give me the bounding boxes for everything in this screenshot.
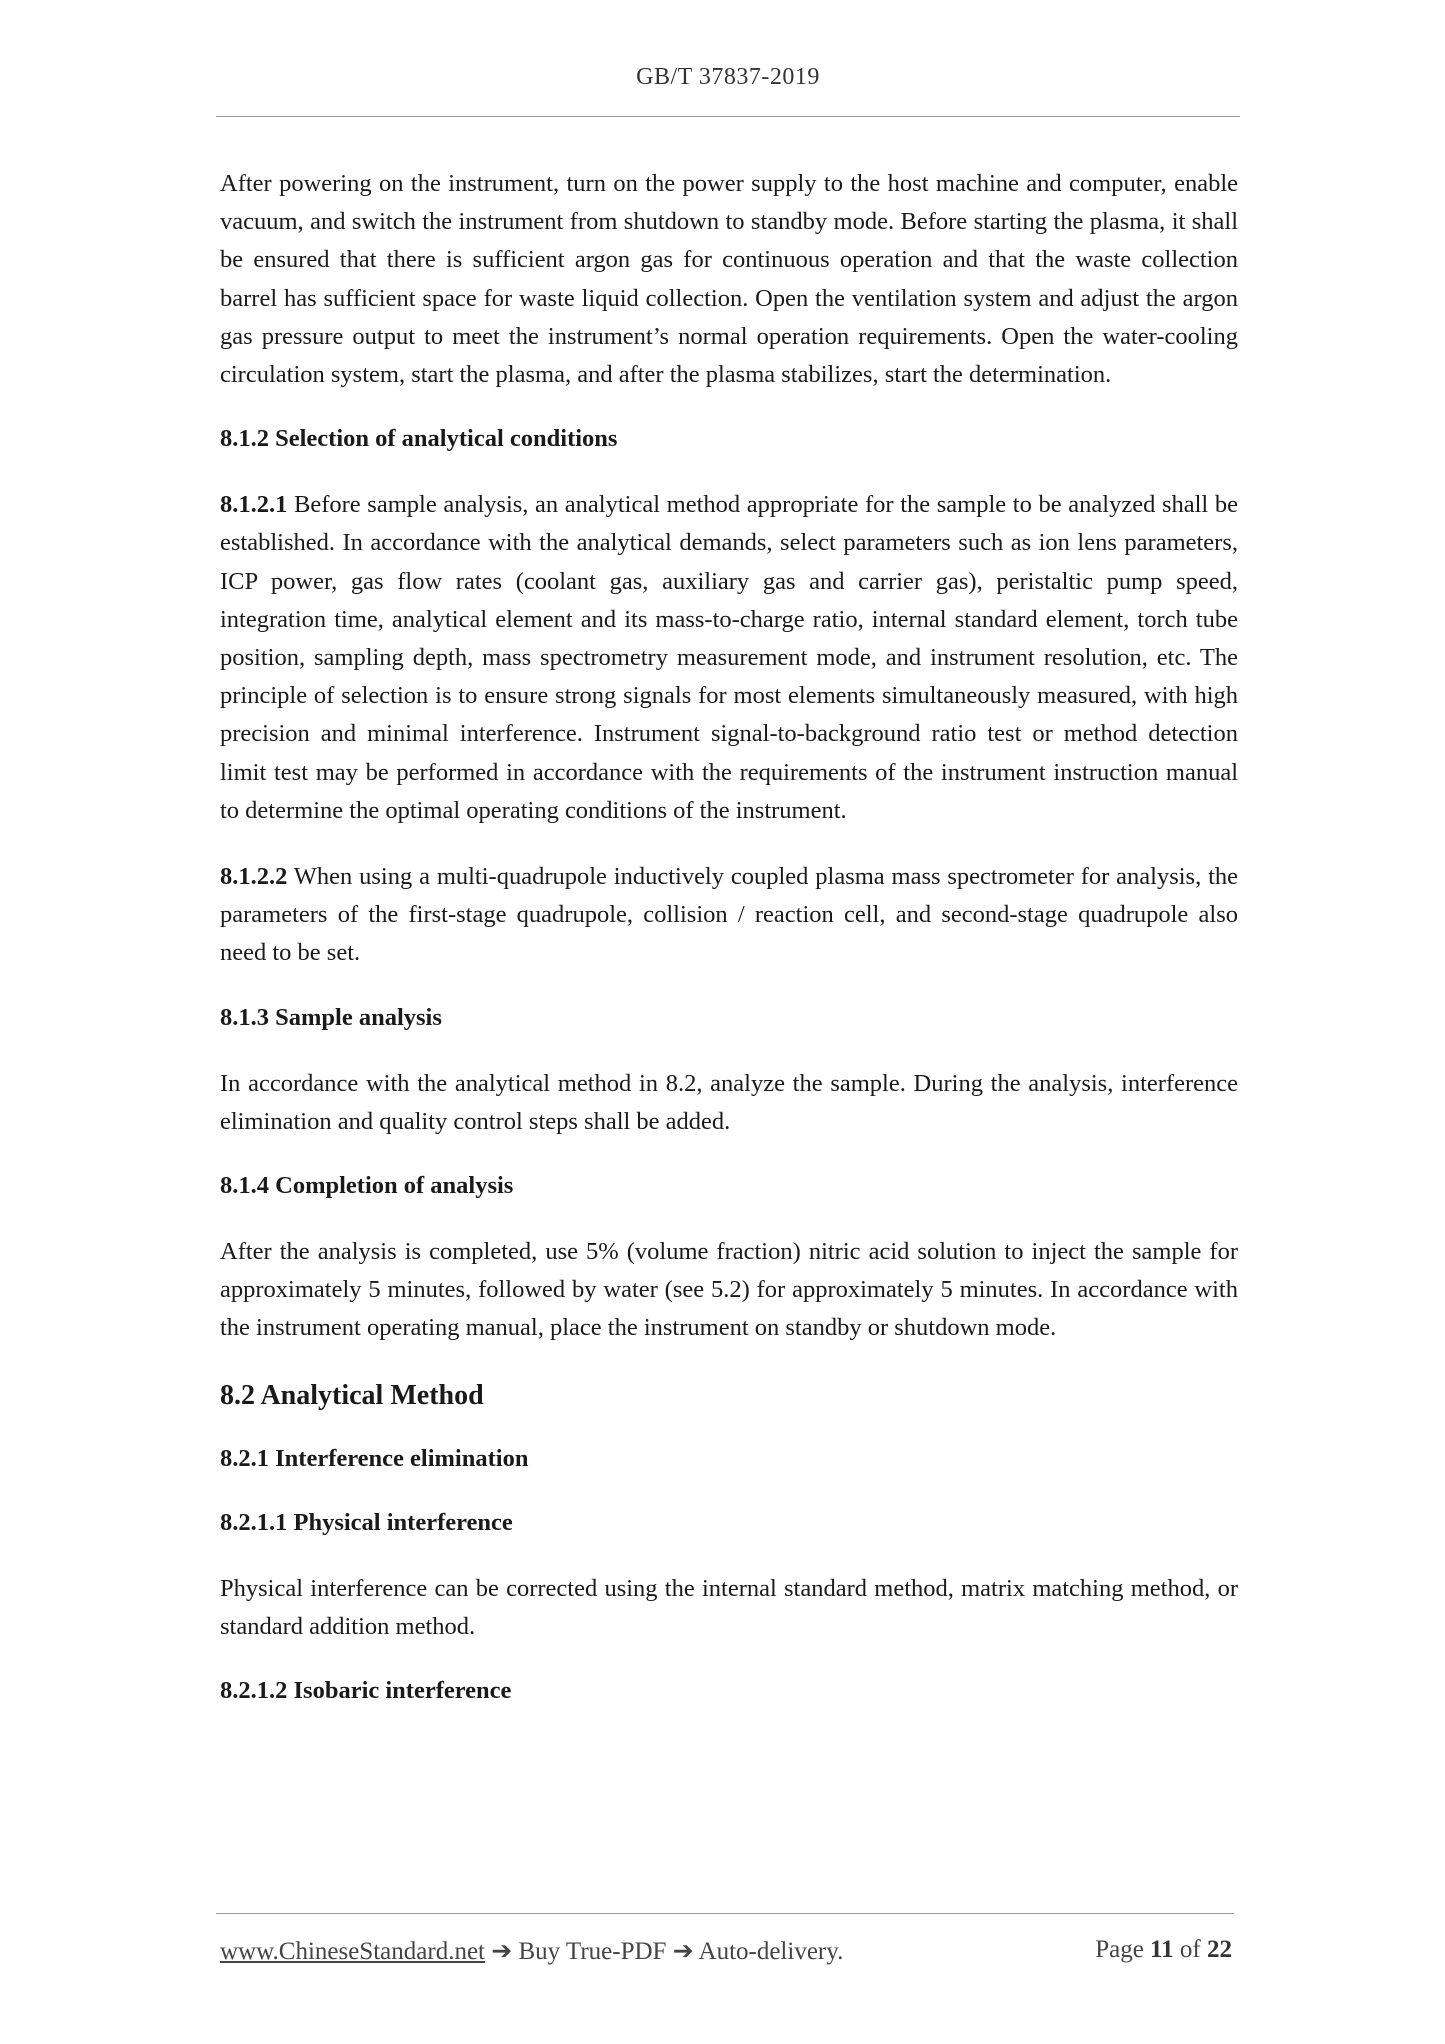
paragraph-8-2-1-1: Physical interference can be corrected using the internal standard method, matrix matching method, or standard addition method.: [220, 1574, 1238, 1640]
clause-text: When using a multi-quadrupole inductively coupled plasma mass spectrometer for analysis, the parameters of the first-stage quadrupole, collision / reaction cell, and second-stage quadrupole also need to be set.: [220, 863, 1238, 967]
paragraph-8-1-2-1: [220, 486, 1238, 830]
heading-8-1-2: 8.1.2 Selection of analytical conditions: [220, 425, 618, 453]
paragraph-startup: After powering on the instrument, turn on the power supply to the host machine and computer, enable vacuum, and switch the instrument from shutdown to standby mode. Before starting the plasma, it shall be ensured that there is sufficient argon gas for continuous operation and that the waste collection barrel has sufficient space for waste liquid collection. Open the ventilation system and adjust the argon gas pressure output to meet the instrument’s normal operation requirements. Open the water-cooling circulation system, start the plasma, and after the plasma stabilizes, start the determination.: [220, 170, 1238, 389]
delivery-text: Auto-delivery.: [698, 1938, 844, 1965]
page-indicator: [1095, 1936, 1232, 1964]
page-total: 22: [1207, 1936, 1232, 1963]
header-divider: [216, 116, 1240, 117]
heading-8-1-3: 8.1.3 Sample analysis: [220, 1003, 442, 1031]
heading-8-1-4: 8.1.4 Completion of analysis: [220, 1172, 514, 1200]
buy-text: Buy True-PDF: [518, 1938, 667, 1965]
of-label: of: [1179, 1936, 1201, 1963]
paragraph-8-1-3: In accordance with the analytical method in 8.2, analyze the sample. During the analysis, interference elimination and quality control steps shall be added.: [220, 1069, 1238, 1135]
footer-promo: [220, 1936, 843, 1966]
site-link[interactable]: www.ChineseStandard.net: [220, 1938, 485, 1965]
clause-number: 8.1.2.2: [220, 863, 288, 891]
clause-text: Before sample analysis, an analytical method appropriate for the sample to be analyzed shall be established. In accordance with the analytical demands, select parameters such as ion lens parameters, ICP power, gas flow rates (coolant gas, auxiliary gas and carrier gas), peristaltic pump speed, integration time, analytical element and its mass-to-charge ratio, internal standard element, torch tube position, sampling depth, mass spectrometry measurement mode, and instrument resolution, etc. The principle of selection is to ensure strong signals for most elements simultaneously measured, with high precision and minimal interference. Instrument signal-to-background ratio test or method detection limit test may be performed in accordance with the requirements of the instrument instruction manual to determine the optimal operating conditions of the instrument.: [220, 491, 1238, 824]
paragraph-8-1-4: After the analysis is completed, use 5% (volume fraction) nitric acid solution to inject the sample for approximately 5 minutes, followed by water (see 5.2) for approximately 5 minutes. In accordance with the instrument operating manual, place the instrument on standby or shutdown mode.: [220, 1238, 1238, 1342]
heading-8-2-1-1: 8.2.1.1 Physical interference: [220, 1508, 513, 1536]
document-body: [220, 165, 1238, 1738]
clause-number: 8.1.2.1: [220, 491, 288, 519]
arrow-right-icon: ➔: [672, 1938, 694, 1965]
heading-8-2: 8.2 Analytical Method: [220, 1379, 484, 1411]
arrow-right-icon: ➔: [491, 1938, 513, 1965]
footer-divider: [216, 1913, 1234, 1914]
page-label: Page: [1095, 1936, 1144, 1963]
running-header: GB/T 37837-2019: [636, 64, 820, 90]
page-number: 11: [1150, 1936, 1174, 1963]
heading-8-2-1-2: 8.2.1.2 Isobaric interference: [220, 1677, 512, 1705]
heading-8-2-1: 8.2.1 Interference elimination: [220, 1444, 529, 1472]
paragraph-8-1-2-2: [220, 858, 1238, 973]
